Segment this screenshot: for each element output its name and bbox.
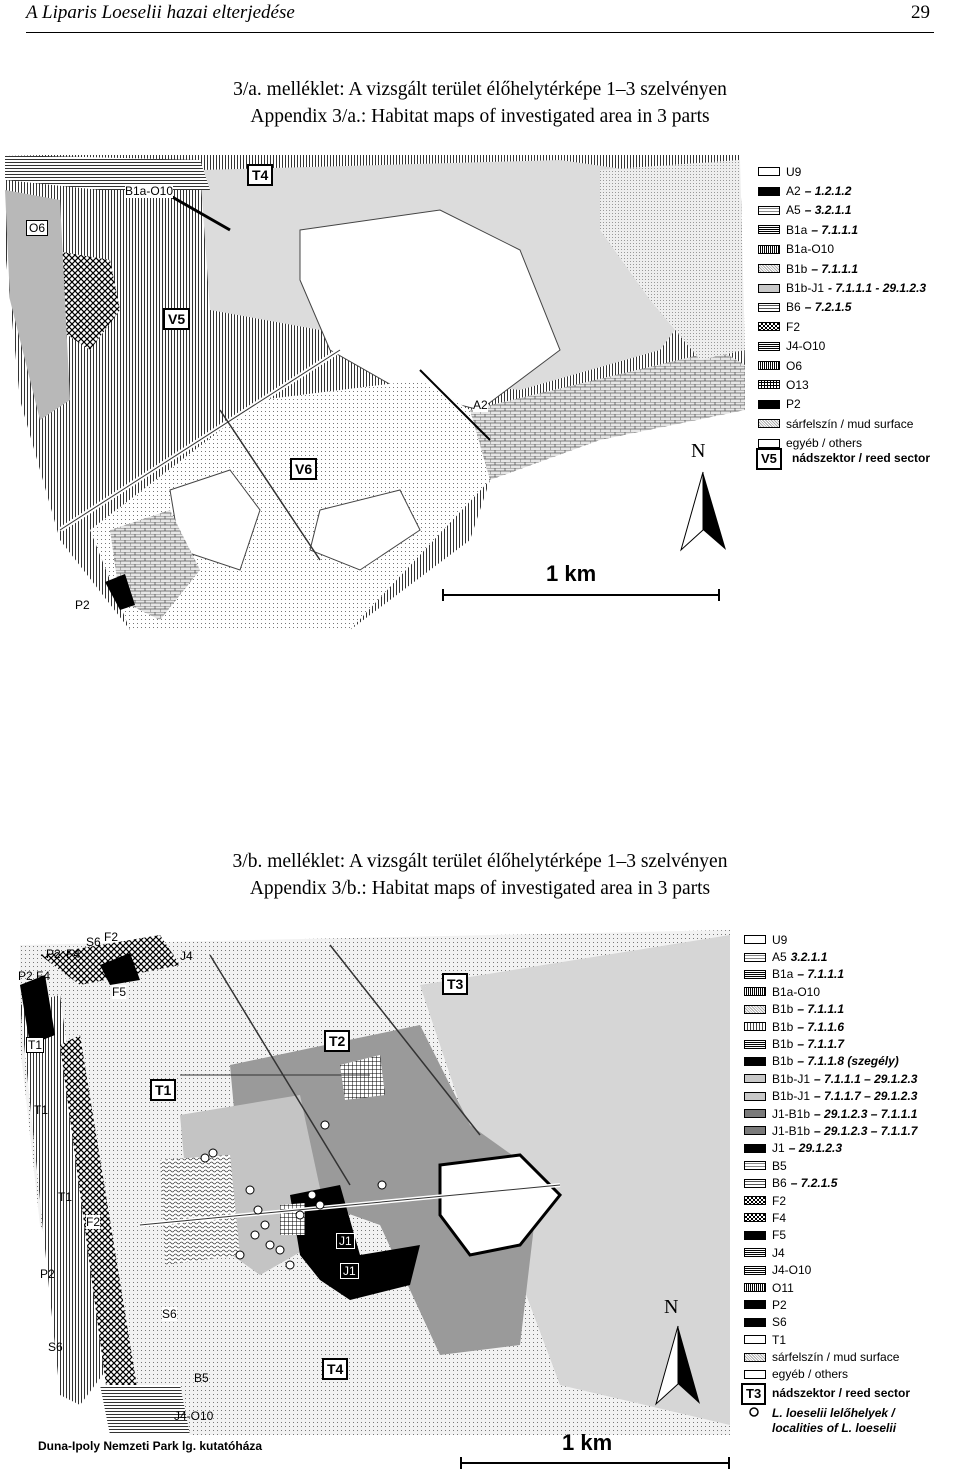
- legend-swatch-icon: [744, 1300, 766, 1309]
- map-b-label-t1-c: T1: [34, 1103, 49, 1117]
- map-a-legend-reed-label: nádszektor / reed sector: [792, 451, 931, 465]
- legend-habitat-number: – 29.1.2.3 – 7.1.1.1: [814, 1106, 918, 1121]
- legend-code: A5: [786, 203, 801, 218]
- legend-habitat-number: – 3.2.1.1: [804, 203, 852, 218]
- legend-code: O11: [772, 1280, 794, 1295]
- legend-swatch-icon: [744, 1283, 766, 1292]
- legend-row: [744, 1331, 917, 1348]
- legend-code: F2: [772, 1193, 787, 1208]
- map-b-north-arrow-icon: [652, 1324, 704, 1412]
- legend-code: B1a-O10: [772, 984, 821, 999]
- map-b-label-f2-top: F2: [104, 930, 119, 944]
- legend-row: [744, 1018, 917, 1035]
- map-b-label-p2-bottom: P2: [40, 1267, 55, 1281]
- legend-row: [758, 259, 926, 278]
- legend-swatch-icon: [744, 1161, 766, 1170]
- legend-row: [744, 1314, 917, 1331]
- map-b-label-f4-top: F4: [66, 947, 81, 961]
- caption-3a-hu: 3/a. melléklet: A vizsgált terület élőhelytérképe 1–3 szelvényen: [233, 79, 727, 100]
- legend-swatch-icon: [758, 284, 780, 293]
- legend-habitat-number: – 7.1.1.6: [797, 1019, 845, 1034]
- legend-habitat-number: – 7.1.1.8 (szegély): [797, 1054, 899, 1069]
- legend-swatch-icon: [744, 935, 766, 944]
- map-b-label-s6-mid: S6: [162, 1307, 177, 1321]
- legend-row: [758, 181, 926, 200]
- legend-code: J1-B1b: [772, 1106, 811, 1121]
- legend-code: B1b: [772, 1054, 794, 1069]
- legend-habitat-number: – 7.2.1.5: [804, 300, 852, 315]
- map-b-label-f4-left: F4: [36, 969, 51, 983]
- legend-swatch-icon: [758, 303, 780, 312]
- map-b-label-b5: B5: [194, 1371, 209, 1385]
- legend-swatch-icon: [744, 970, 766, 979]
- legend-swatch-icon: [758, 225, 780, 234]
- legend-row: [744, 1174, 917, 1191]
- legend-swatch-icon: [744, 1213, 766, 1222]
- legend-row: [744, 1035, 917, 1052]
- legend-habitat-number: – 7.1.1.1: [811, 222, 859, 237]
- legend-code: O13: [786, 377, 809, 392]
- legend-row: [744, 1244, 917, 1261]
- legend-swatch-icon: [744, 1057, 766, 1066]
- map-b-legend-reed-box: T3: [741, 1383, 766, 1405]
- legend-row: [744, 1261, 917, 1278]
- legend-row: [758, 337, 926, 356]
- legend-code: B5: [772, 1158, 787, 1173]
- legend-swatch-icon: [758, 264, 780, 273]
- legend-row: [744, 1105, 917, 1122]
- legend-swatch-icon: [744, 987, 766, 996]
- legend-row: [744, 1001, 917, 1018]
- legend-code: egyéb / others: [772, 1367, 849, 1382]
- map-b-legend-locality-icon: [748, 1406, 760, 1418]
- legend-swatch-icon: [744, 1022, 766, 1031]
- legend-code: B1b: [772, 1037, 794, 1052]
- legend-code: B1a: [786, 222, 808, 237]
- legend-code: J1: [772, 1141, 785, 1156]
- legend-swatch-icon: [758, 187, 780, 196]
- legend-row: [744, 983, 917, 1000]
- legend-swatch-icon: [744, 1196, 766, 1205]
- legend-code: A2: [786, 184, 801, 199]
- caption-3b-hu: 3/b. melléklet: A vizsgált terület élőhelytérképe 1–3 szelvényen: [232, 851, 728, 872]
- legend-code: J4-O10: [786, 339, 826, 354]
- legend-swatch-icon: [744, 1335, 766, 1344]
- legend-swatch-icon: [744, 1266, 766, 1275]
- legend-row: [758, 278, 926, 297]
- legend-code: B1b-J1: [772, 1089, 811, 1104]
- map-a-north-arrow-icon: [676, 470, 731, 560]
- legend-swatch-icon: [758, 439, 780, 448]
- legend-row: [758, 317, 926, 336]
- map-b-scale-label: 1 km: [562, 1430, 613, 1455]
- legend-row: [744, 1279, 917, 1296]
- legend-code: B1b: [772, 1019, 794, 1034]
- legend-swatch-icon: [744, 1040, 766, 1049]
- legend-code: S6: [772, 1315, 787, 1330]
- legend-swatch-icon: [758, 206, 780, 215]
- map-a-label-v5: V5: [163, 308, 190, 330]
- map-a-label-t4: T4: [247, 164, 273, 186]
- legend-code: U9: [772, 932, 788, 947]
- legend-habitat-number: – 7.2.1.5: [790, 1176, 838, 1191]
- legend-swatch-icon: [758, 342, 780, 351]
- map-b-label-t1-d: T1: [58, 1190, 73, 1204]
- map-b-legend: [744, 931, 917, 1383]
- legend-row: [758, 162, 926, 181]
- legend-swatch-icon: [744, 1005, 766, 1014]
- map-a-legend: [758, 162, 926, 453]
- legend-row: [758, 240, 926, 259]
- map-b-label-j1-upper: J1: [336, 1233, 355, 1249]
- map-b-label-s6-left: S6: [48, 1340, 63, 1354]
- legend-code: B6: [786, 300, 801, 315]
- map-b-label-j4: J4: [180, 949, 193, 963]
- legend-habitat-number: - 7.1.1.1 - 29.1.2.3: [828, 281, 927, 296]
- legend-code: B1b-J1: [772, 1071, 811, 1086]
- legend-swatch-icon: [758, 167, 780, 176]
- legend-code: U9: [786, 164, 802, 179]
- legend-swatch-icon: [744, 1231, 766, 1240]
- legend-row: [758, 395, 926, 414]
- legend-swatch-icon: [744, 1370, 766, 1379]
- map-a-label-p2: P2: [75, 598, 90, 612]
- legend-row: [744, 1053, 917, 1070]
- map-3b-drawing: [0, 925, 735, 1465]
- legend-swatch-icon: [744, 1074, 766, 1083]
- legend-row: [758, 375, 926, 394]
- legend-row: [744, 931, 917, 948]
- legend-code: J4-O10: [772, 1263, 812, 1278]
- legend-code: T1: [772, 1332, 787, 1347]
- map-b-label-j4-o10: J4-O10: [174, 1409, 214, 1423]
- legend-code: A5: [772, 950, 787, 965]
- legend-swatch-icon: [744, 1353, 766, 1362]
- legend-habitat-number: – 7.1.1.1 – 29.1.2.3: [814, 1071, 918, 1086]
- legend-habitat-number: – 7.1.1.1: [797, 967, 845, 982]
- legend-code: J4: [772, 1245, 785, 1260]
- legend-habitat-number: – 7.1.1.7 – 29.1.2.3: [814, 1089, 918, 1104]
- legend-code: B1a: [772, 967, 794, 982]
- legend-swatch-icon: [744, 1318, 766, 1327]
- map-b-label-f5: F5: [112, 985, 127, 999]
- legend-row: [744, 1366, 917, 1383]
- legend-habitat-number: – 7.1.1.7: [797, 1037, 845, 1052]
- legend-swatch-icon: [744, 953, 766, 962]
- legend-swatch-icon: [744, 1109, 766, 1118]
- legend-code: B1a-O10: [786, 242, 835, 257]
- legend-row: [758, 356, 926, 375]
- map-b-legend-locality-label-2: localities of L. loeselii: [772, 1421, 897, 1435]
- legend-swatch-icon: [744, 1092, 766, 1101]
- map-b-scale-bar: [460, 1462, 730, 1464]
- map-b-legend-reed-label: nádszektor / reed sector: [772, 1386, 911, 1400]
- legend-code: B6: [772, 1176, 787, 1191]
- legend-row: [744, 1140, 917, 1157]
- legend-habitat-number: – 29.1.2.3 – 7.1.1.7: [814, 1123, 918, 1138]
- legend-code: O6: [786, 358, 803, 373]
- map-a-label-b1a-o10: B1a-O10: [125, 184, 174, 198]
- legend-swatch-icon: [744, 1179, 766, 1188]
- map-b-label-t1-b: T1: [28, 1038, 43, 1052]
- running-header-title: A Liparis Loeselii hazai elterjedése: [26, 2, 295, 23]
- map-b-label-f2-mid: F2: [86, 1215, 101, 1229]
- legend-code: B1b: [786, 261, 808, 276]
- legend-swatch-icon: [744, 1144, 766, 1153]
- map-a-scale-label: 1 km: [546, 561, 597, 586]
- legend-code: egyéb / others: [786, 436, 863, 451]
- legend-swatch-icon: [758, 419, 780, 428]
- caption-3a-en: Appendix 3/a.: Habitat maps of investigated area in 3 parts: [250, 106, 710, 127]
- legend-code: sárfelszín / mud surface: [772, 1350, 900, 1365]
- map-b-north-label: N: [664, 1296, 679, 1318]
- legend-code: J1-B1b: [772, 1123, 811, 1138]
- legend-swatch-icon: [758, 322, 780, 331]
- map-a-label-a2: A2: [473, 398, 488, 412]
- caption-3b-en: Appendix 3/b.: Habitat maps of investigated area in 3 parts: [249, 878, 711, 899]
- map-b-label-j1-lower: J1: [340, 1263, 359, 1279]
- legend-swatch-icon: [744, 1126, 766, 1135]
- map-a-north-label: N: [691, 440, 706, 462]
- legend-habitat-number: – 29.1.2.3: [788, 1141, 843, 1156]
- legend-row: [744, 1296, 917, 1313]
- page-number: 29: [911, 2, 930, 23]
- map-b-label-t3: T3: [442, 973, 468, 995]
- map-b-label-s6-top: S6: [86, 935, 101, 949]
- legend-swatch-icon: [758, 245, 780, 254]
- legend-row: [758, 201, 926, 220]
- map-b-label-p2-left: P2: [18, 969, 33, 983]
- legend-row: [744, 1088, 917, 1105]
- habitat-map-3b: [0, 925, 735, 1465]
- legend-row: [758, 220, 926, 239]
- legend-row: [744, 1122, 917, 1139]
- legend-code: B1b: [772, 1002, 794, 1017]
- legend-habitat-number: – 7.1.1.1: [797, 1002, 845, 1017]
- map-a-scale-bar: [442, 594, 720, 596]
- legend-code: sárfelszín / mud surface: [786, 416, 914, 431]
- legend-row: [744, 1209, 917, 1226]
- map-b-label-t4: T4: [322, 1358, 348, 1380]
- legend-code: F5: [772, 1228, 787, 1243]
- legend-habitat-number: – 1.2.1.2: [804, 184, 852, 199]
- legend-row: [758, 433, 926, 452]
- legend-code: F2: [786, 319, 801, 334]
- map-a-label-o6: O6: [26, 220, 48, 236]
- map-b-label-t2: T2: [324, 1030, 350, 1052]
- legend-row: [744, 948, 917, 965]
- legend-code: F4: [772, 1210, 787, 1225]
- legend-code: P2: [772, 1297, 787, 1312]
- legend-row: [758, 298, 926, 317]
- legend-row: [744, 1348, 917, 1365]
- legend-swatch-icon: [744, 1248, 766, 1257]
- map-a-legend-reed-box: V5: [756, 448, 782, 470]
- legend-habitat-number: 3.2.1.1: [790, 950, 828, 965]
- map-b-label-p2-top: P2: [46, 947, 61, 961]
- legend-row: [744, 1157, 917, 1174]
- map-b-label-t1-main: T1: [150, 1079, 176, 1101]
- header-rule: [26, 32, 934, 33]
- legend-row: [744, 1192, 917, 1209]
- legend-habitat-number: – 7.1.1.1: [811, 261, 859, 276]
- legend-code: P2: [786, 397, 801, 412]
- legend-swatch-icon: [758, 400, 780, 409]
- legend-row: [758, 414, 926, 433]
- legend-row: [744, 1227, 917, 1244]
- map-a-label-v6: V6: [290, 458, 317, 480]
- legend-swatch-icon: [758, 380, 780, 389]
- legend-row: [744, 966, 917, 983]
- legend-swatch-icon: [758, 361, 780, 370]
- map-b-label-research-house: Duna-Ipoly Nemzeti Park lg. kutatóháza: [38, 1439, 263, 1453]
- map-b-legend-locality-label-1: L. loeselii lelőhelyek /: [772, 1406, 895, 1420]
- legend-row: [744, 1070, 917, 1087]
- legend-code: B1b-J1: [786, 281, 825, 296]
